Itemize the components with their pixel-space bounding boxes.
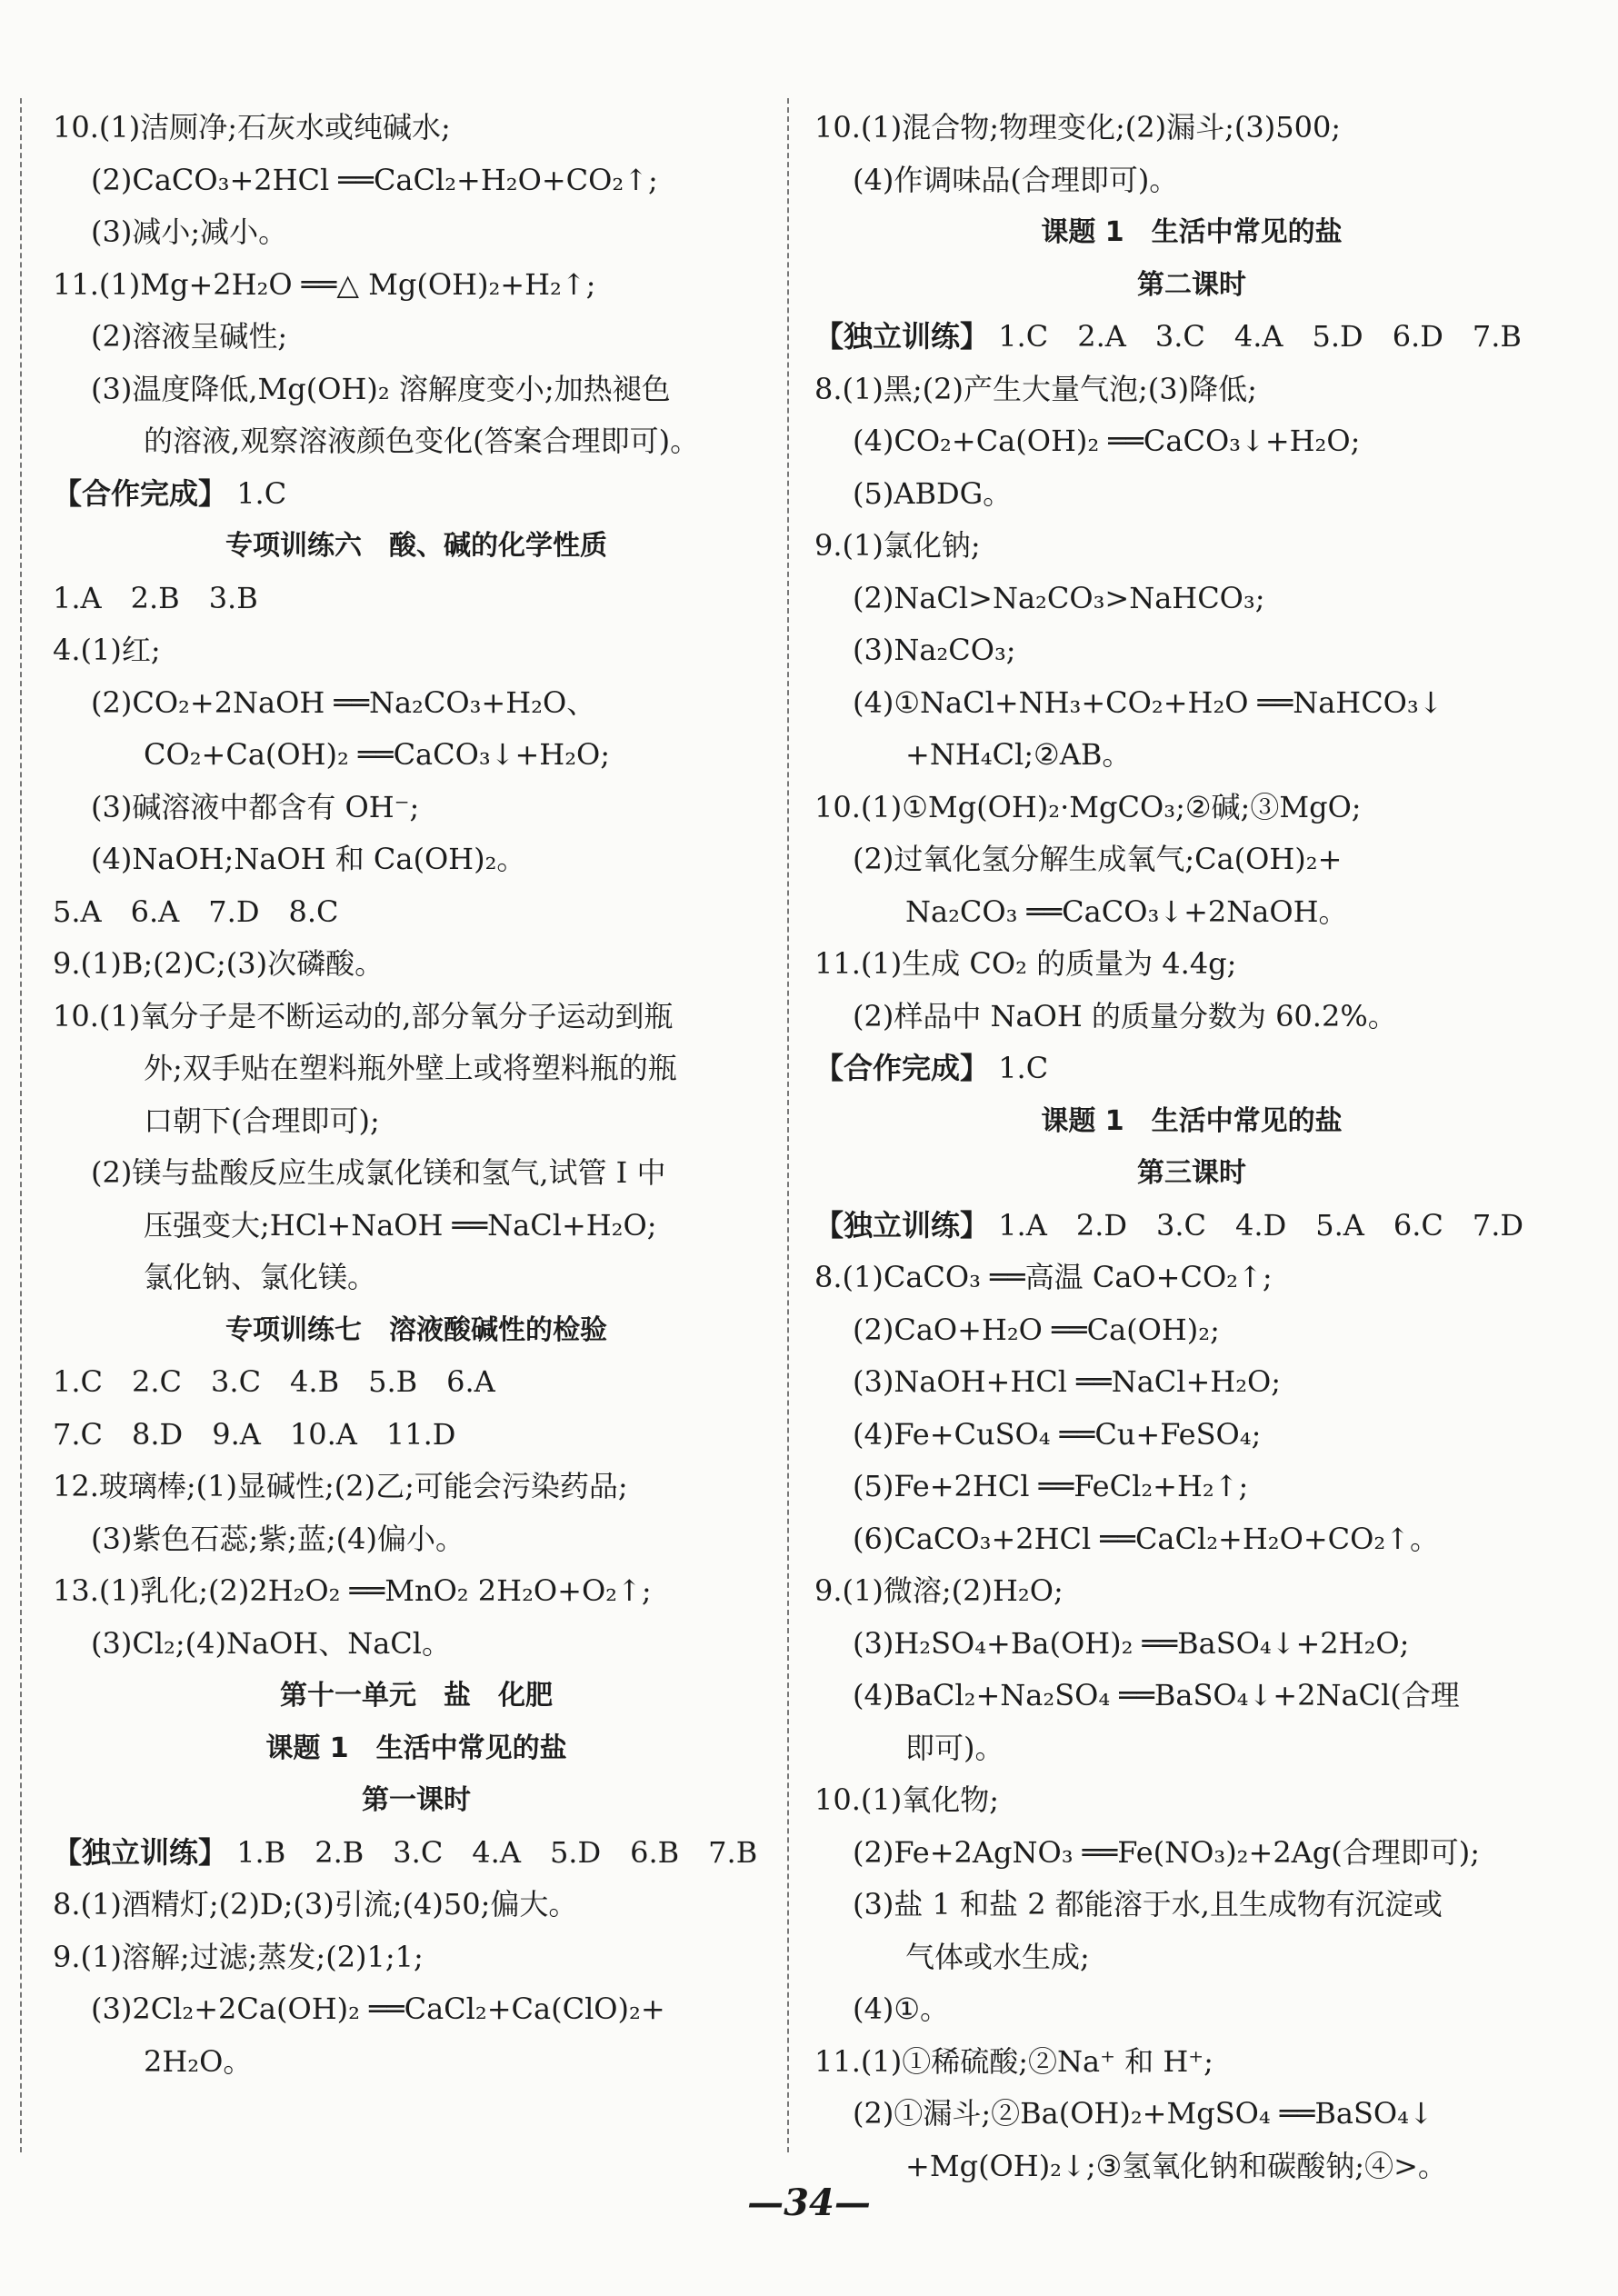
section-heading: 课题 1 生活中常见的盐 [265,1732,567,1764]
answer-line: +Mg(OH)₂↓;③氢氧化钠和碳酸钠;④>。 [905,2148,1447,2183]
answer-line: 口朝下(合理即可); [144,1103,380,1138]
answer-line: (4)①NaCl+NH₃+CO₂+H₂O ══NaHCO₃↓ [853,684,1443,720]
answer-line: 【独立训练】 1.B 2.B 3.C 4.A 5.D 6.B 7.B [53,1834,758,1870]
section-heading: 专项训练七 溶液酸碱性的检验 [225,1313,607,1346]
answer-line: (5)Fe+2HCl ══FeCl₂+H₂↑; [853,1469,1249,1503]
answer-line: (2)CaO+H₂O ══Ca(OH)₂; [853,1312,1220,1347]
answer-line: 的溶液,观察溶液颜色变化(答案合理即可)。 [144,424,700,458]
left-margin-dashed-line [20,98,22,2152]
answer-line: 【合作完成】 1.C [53,475,287,511]
answer-line: 9.(1)微溶;(2)H₂O; [814,1573,1064,1608]
answer-line: (3)H₂SO₄+Ba(OH)₂ ══BaSO₄↓+2H₂O; [853,1625,1410,1661]
section-label: 【合作完成】 [53,475,228,511]
answer-line: 11.(1)Mg+2H₂O ══△ Mg(OH)₂+H₂↑; [53,266,596,302]
answer-line: (2)CO₂+2NaOH ══Na₂CO₃+H₂O、 [91,684,596,720]
answer-line: (4)CO₂+Ca(OH)₂ ══CaCO₃↓+H₂O; [853,424,1361,458]
answer-line: (3)碱溶液中都含有 OH⁻; [91,789,420,824]
answer-line: 10.(1)氧分子是不断运动的,部分氧分子运动到瓶 [53,998,674,1033]
answer-line: (2)过氧化氢分解生成氧气;Ca(OH)₂+ [853,842,1343,876]
section-heading: 课题 1 生活中常见的盐 [1041,216,1343,248]
answer-line: 5.A 6.A 7.D 8.C [53,893,339,929]
answer-line: (3)减小;减小。 [91,215,288,249]
answer-line: (6)CaCO₃+2HCl ══CaCl₂+H₂O+CO₂↑。 [853,1521,1440,1556]
section-heading: 第三课时 [1137,1157,1246,1189]
answer-line: (3)温度降低,Mg(OH)₂ 溶解度变小;加热褪色 [91,371,671,406]
answer-line: 8.(1)酒精灯;(2)D;(3)引流;(4)50;偏大。 [53,1887,578,1922]
answer-line: 压强变大;HCl+NaOH ══NaCl+H₂O; [144,1207,657,1243]
answer-line: 7.C 8.D 9.A 10.A 11.D [53,1416,456,1452]
page-number: —34— [747,2181,871,2224]
answer-line: 【合作完成】 1.C [814,1051,1049,1085]
answer-line: 10.(1)混合物;物理变化;(2)漏斗;(3)500; [814,110,1342,145]
answer-line: 10.(1)洁厕净;石灰水或纯碱水; [53,110,451,145]
answer-line: 9.(1)氯化钠; [814,528,981,563]
right-column [814,102,1569,2192]
answer-line: (3)2Cl₂+2Ca(OH)₂ ══CaCl₂+Ca(ClO)₂+ [91,1992,665,2026]
answer-line: (2)镁与盐酸反应生成氯化镁和氢气,试管 I 中 [91,1155,666,1190]
answer-line: 10.(1)氧化物; [814,1782,1000,1817]
answer-line: 氯化钠、氯化镁。 [144,1260,377,1294]
answer-line: 外;双手贴在塑料瓶外壁上或将塑料瓶的瓶 [144,1051,677,1085]
answer-line: (4)Fe+CuSO₄ ══Cu+FeSO₄; [853,1416,1262,1452]
answer-line: 【独立训练】 1.A 2.D 3.C 4.D 5.A 6.C 7.D [814,1207,1524,1243]
answer-line: 即可)。 [905,1730,1004,1765]
section-heading: 课题 1 生活中常见的盐 [1041,1104,1343,1137]
section-heading: 第一课时 [362,1784,471,1816]
answer-line: (3)紫色石蕊;紫;蓝;(4)偏小。 [91,1521,465,1556]
answer-line: Na₂CO₃ ══CaCO₃↓+2NaOH。 [905,893,1348,929]
answer-line: 11.(1)生成 CO₂ 的质量为 4.4g; [814,946,1237,981]
answer-line: (4)①。 [853,1992,950,2026]
answer-line: (2)样品中 NaOH 的质量分数为 60.2%。 [853,998,1397,1033]
answer-line: (2)NaCl>Na₂CO₃>NaHCO₃; [853,580,1265,615]
section-heading: 第十一单元 盐 化肥 [280,1680,553,1712]
answer-line: 8.(1)CaCO₃ ══高温 CaO+CO₂↑; [814,1260,1273,1294]
section-label: 【独立训练】 [53,1834,228,1870]
answer-line: 【独立训练】 1.C 2.A 3.C 4.A 5.D 6.D 7.B [814,319,1522,354]
answer-line: (2)CaCO₃+2HCl ══CaCl₂+H₂O+CO₂↑; [91,162,658,197]
answer-line: 9.(1)溶解;过滤;蒸发;(2)1;1; [53,1939,424,1974]
answer-line: (3)Na₂CO₃; [853,633,1016,667]
section-label: 【独立训练】 [814,1207,990,1243]
answer-line: 8.(1)黑;(2)产生大量气泡;(3)降低; [814,371,1257,406]
answer-line: (4)NaOH;NaOH 和 Ca(OH)₂。 [91,842,526,876]
answer-line: 1.A 2.B 3.B [53,580,258,615]
answer-line: 4.(1)红; [53,633,161,667]
answer-line: (5)ABDG。 [853,475,1013,511]
answer-line: 11.(1)①稀硫酸;②Na⁺ 和 H⁺; [814,2043,1214,2079]
answer-line: (3)NaOH+HCl ══NaCl+H₂O; [853,1364,1282,1399]
answer-line: 9.(1)B;(2)C;(3)次磷酸。 [53,946,385,981]
answer-line: CO₂+Ca(OH)₂ ══CaCO₃↓+H₂O; [144,737,611,772]
answer-line: 气体或水生成; [905,1939,1090,1974]
answer-line: (3)Cl₂;(4)NaOH、NaCl。 [91,1625,452,1661]
answer-line: 10.(1)①Mg(OH)₂·MgCO₃;②碱;③MgO; [814,789,1362,824]
section-label: 【合作完成】 [814,1051,990,1085]
answer-line: +NH₄Cl;②AB。 [905,737,1132,772]
section-label: 【独立训练】 [814,319,990,354]
section-heading: 专项训练六 酸、碱的化学性质 [225,530,607,562]
left-column [53,102,780,2088]
answer-line: 12.玻璃棒;(1)显碱性;(2)乙;可能会污染药品; [53,1469,628,1503]
answer-line: (4)作调味品(合理即可)。 [853,162,1179,197]
answer-line: (4)BaCl₂+Na₂SO₄ ══BaSO₄↓+2NaCl(合理 [853,1678,1460,1712]
column-divider-dashed-line [787,98,789,2152]
answer-line: (3)盐 1 和盐 2 都能溶于水,且生成物有沉淀或 [853,1887,1443,1922]
answer-line: 2H₂O。 [144,2043,253,2079]
section-heading: 第二课时 [1137,268,1246,301]
answer-line: 13.(1)乳化;(2)2H₂O₂ ══MnO₂ 2H₂O+O₂↑; [53,1573,652,1608]
answer-line: (2)Fe+2AgNO₃ ══Fe(NO₃)₂+2Ag(合理即可); [853,1834,1481,1870]
answer-line: (2)溶液呈碱性; [91,319,288,354]
answer-line: (2)①漏斗;②Ba(OH)₂+MgSO₄ ══BaSO₄↓ [853,2096,1433,2131]
answer-line: 1.C 2.C 3.C 4.B 5.B 6.A [53,1364,495,1399]
